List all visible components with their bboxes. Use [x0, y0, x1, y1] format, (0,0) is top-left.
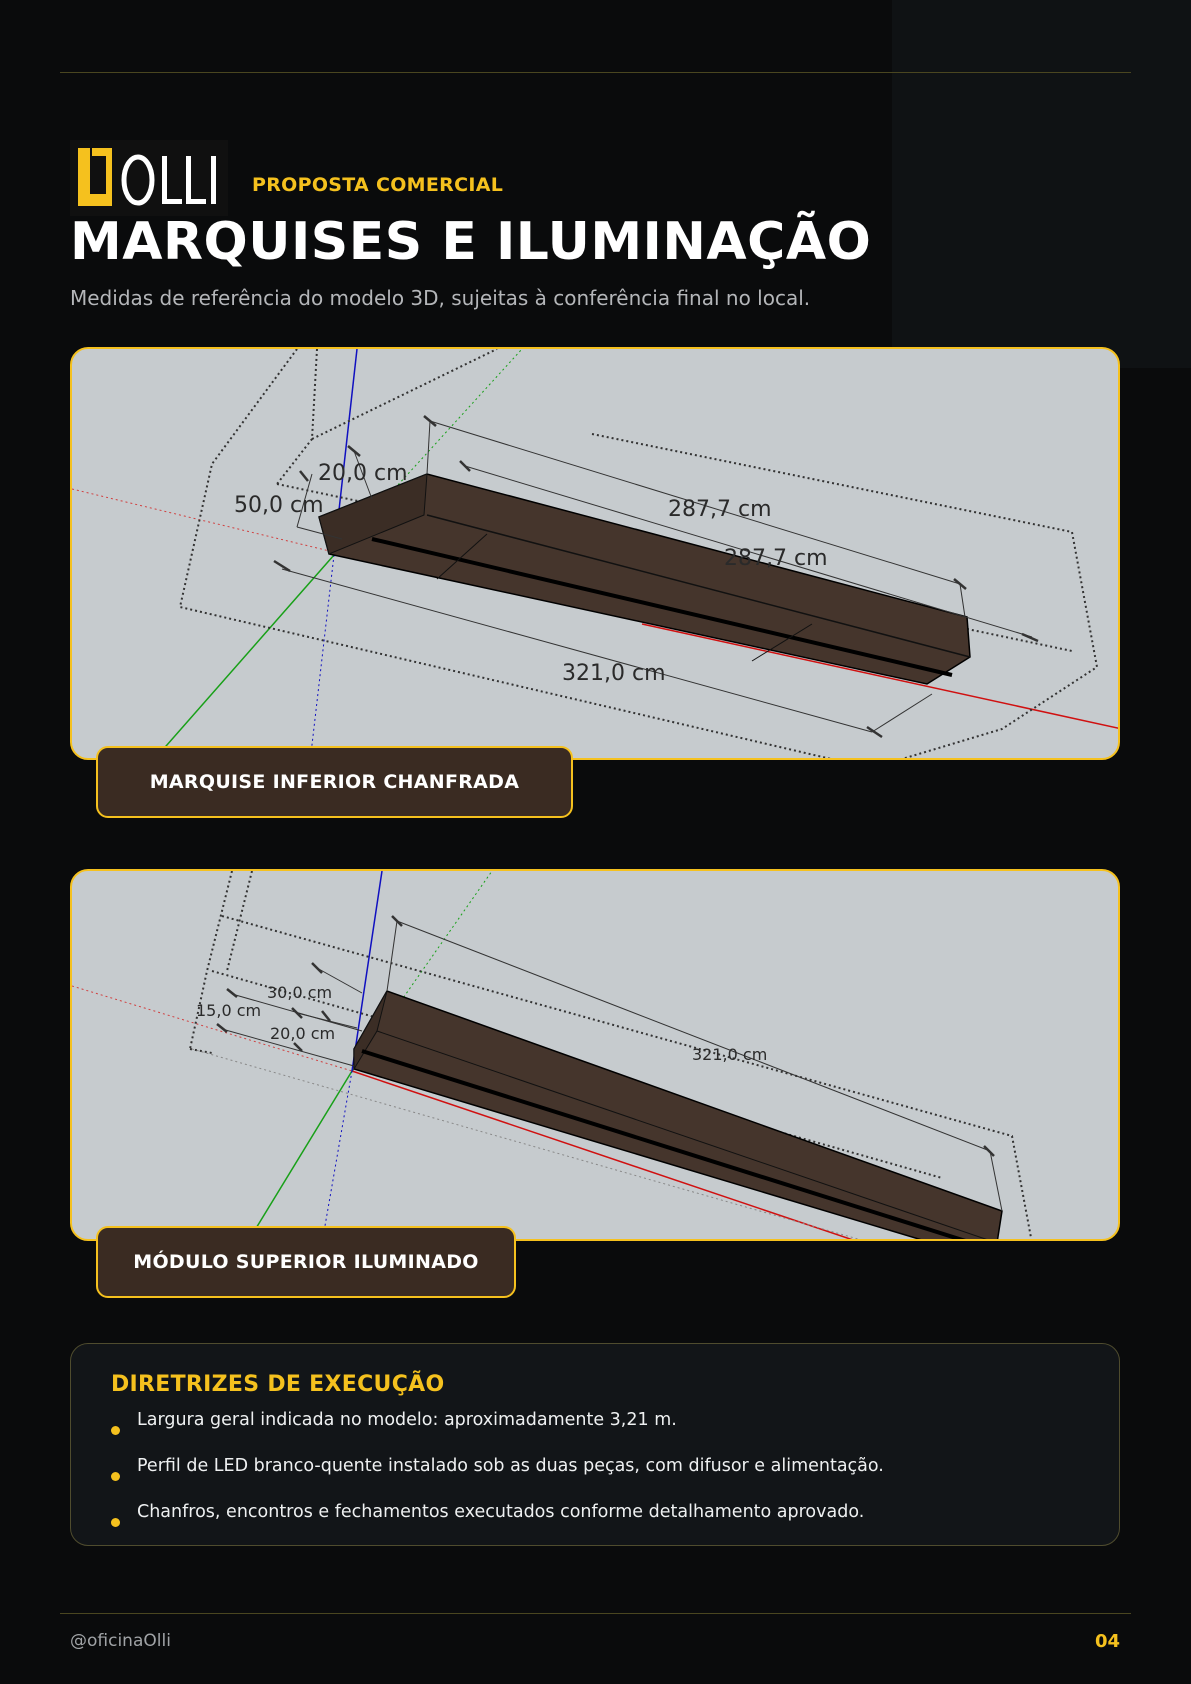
corner-panel — [892, 0, 1191, 368]
green-axis — [152, 555, 334, 760]
list-item — [111, 1456, 884, 1502]
page-number: 04 — [1094, 1631, 1120, 1652]
dim-label: 287,7 cm — [668, 497, 772, 522]
execution-guidelines — [70, 1343, 1120, 1546]
dim-label: 20,0 cm — [318, 461, 408, 486]
dim-label: 30,0 cm — [267, 983, 333, 1002]
guidelines-title: DIRETRIZES DE EXECUÇÃO — [111, 1372, 445, 1397]
document-eyebrow: PROPOSTA COMERCIAL — [252, 174, 504, 196]
list-item — [111, 1410, 884, 1456]
blue-axis-dotted — [310, 555, 334, 760]
bullet-icon — [111, 1518, 120, 1527]
dim-label: 321,0 cm — [692, 1045, 768, 1064]
led-profile — [362, 1051, 972, 1241]
figure-caption: MARQUISE INFERIOR CHANFRADA — [96, 746, 573, 818]
bottom-divider — [60, 1613, 1131, 1614]
bullet-icon — [111, 1472, 120, 1481]
figure-upper-module — [70, 869, 1120, 1241]
figure-caption: MÓDULO SUPERIOR ILUMINADO — [96, 1226, 516, 1298]
guidelines-list — [111, 1410, 884, 1548]
top-divider — [60, 72, 1131, 73]
dim-label: 15,0 cm — [196, 1001, 262, 1020]
dim-label: 321,0 cm — [562, 661, 666, 686]
dim-label: 287,7 cm — [724, 546, 828, 571]
list-item-text: Chanfros, encontros e fechamentos executados conforme detalhamento aprovado. — [137, 1502, 865, 1522]
page-subtitle: Medidas de referência do modelo 3D, sujeitas à conferência final no local. — [70, 286, 811, 310]
figure-lower-marquee — [70, 347, 1120, 760]
social-handle: @oficinaOlli — [70, 1631, 171, 1651]
list-item-text: Perfil de LED branco-quente instalado sob as duas peças, com difusor e alimentação. — [137, 1456, 884, 1476]
brand-logo — [70, 140, 228, 216]
dim-label: 20,0 cm — [270, 1024, 336, 1043]
list-item — [111, 1502, 884, 1548]
dim-label: 50,0 cm — [234, 493, 324, 518]
dimension-lines — [222, 921, 1002, 1211]
green-axis — [247, 1071, 352, 1241]
module-body — [354, 991, 1002, 1241]
list-item-text: Largura geral indicada no modelo: aproximadamente 3,21 m. — [137, 1410, 677, 1430]
page-title: MARQUISES E ILUMINAÇÃO — [70, 212, 872, 272]
bullet-icon — [111, 1426, 120, 1435]
